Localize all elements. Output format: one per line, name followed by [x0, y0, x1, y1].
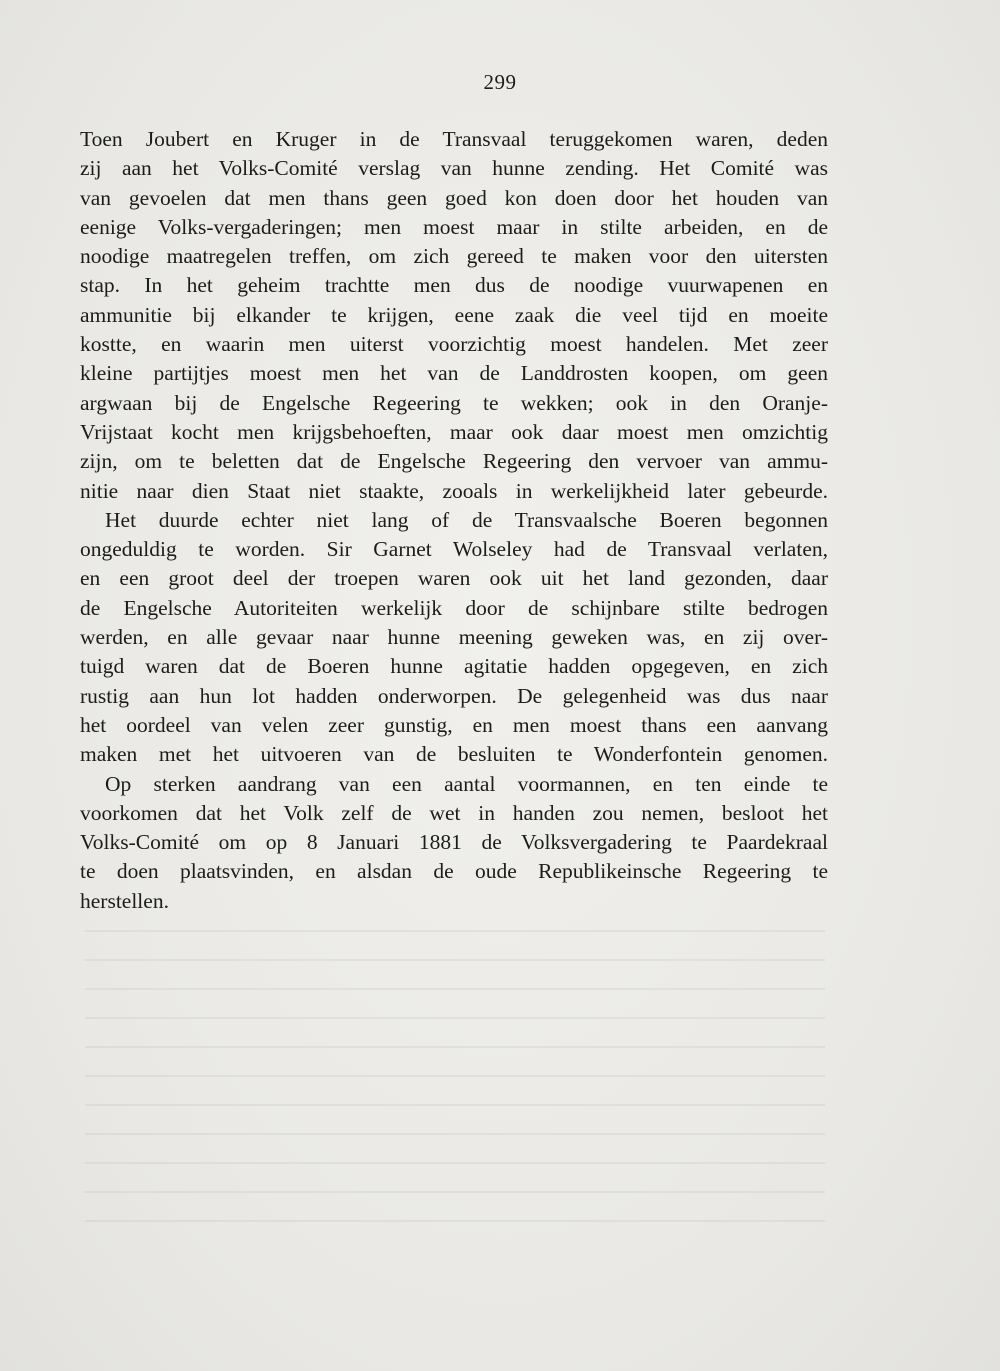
text-line: kostte, en waarin men uiterst voorzichtig moest handelen. Met zeer — [80, 332, 828, 357]
paragraph-3 — [80, 770, 828, 916]
text-line: van gevoelen dat men thans geen goed kon doen door het houden van — [80, 185, 828, 210]
text-line: Toen Joubert en Kruger in de Transvaal teruggekomen waren, deden — [80, 127, 828, 151]
text-line: tuigd waren dat de Boeren hunne agitatie hadden opgegeven, en zich — [80, 654, 828, 679]
text-line: noodige maatregelen treffen, om zich gereed te maken voor den uitersten — [80, 244, 828, 269]
bleed-through-shadow — [85, 930, 825, 1230]
text-line: en een groot deel der troepen waren ook uit het land gezonden, daar — [80, 566, 828, 591]
body-text — [80, 125, 828, 916]
text-line: de Engelsche Autoriteiten werkelijk door de schijnbare stilte bedrogen — [80, 595, 828, 620]
text-line: voorkomen dat het Volk zelf de wet in handen zou nemen, besloot het — [80, 800, 828, 825]
text-line: Het duurde echter niet lang of de Transvaalsche Boeren begonnen — [105, 507, 828, 532]
text-line: Vrijstaat kocht men krijgsbehoeften, maar ook daar moest men omzichtig — [80, 419, 828, 444]
text-line: nitie naar dien Staat niet staakte, zooals in werkelijkheid later gebeurde. — [80, 478, 828, 503]
text-line: rustig aan hun lot hadden onderworpen. De gelegenheid was dus naar — [80, 683, 828, 708]
text-line: zij aan het Volks-Comité verslag van hunne zending. Het Comité was — [80, 156, 828, 181]
text-line: Volks-Comité om op 8 Januari 1881 de Volksvergadering te Paardekraal — [80, 830, 828, 855]
paragraph-1 — [80, 125, 828, 506]
text-line: ongeduldig te worden. Sir Garnet Wolseley had de Transvaal verlaten, — [80, 537, 828, 562]
text-line: maken met het uitvoeren van de besluiten te Wonderfontein genomen. — [80, 742, 828, 767]
text-line: ammunitie bij elkander te krijgen, eene zaak die veel tijd en moeite — [80, 302, 828, 327]
text-line: werden, en alle gevaar naar hunne meening geweken was, en zij over- — [80, 625, 828, 650]
text-line: het oordeel van velen zeer gunstig, en men moest thans een aanvang — [80, 712, 828, 737]
paragraph-2 — [80, 506, 828, 770]
text-line: eenige Volks-vergaderingen; men moest maar in stilte arbeiden, en de — [80, 214, 828, 239]
text-line: argwaan bij de Engelsche Regeering te wekken; ook in den Oranje- — [80, 390, 828, 415]
page-number: 299 — [483, 70, 517, 94]
text-line: te doen plaatsvinden, en alsdan de oude Republikeinsche Regeering te — [80, 859, 828, 884]
text-line: zijn, om te beletten dat de Engelsche Regeering den vervoer van ammu- — [80, 449, 828, 474]
text-line: kleine partijtjes moest men het van de Landdrosten koopen, om geen — [80, 361, 828, 386]
text-line: herstellen. — [80, 888, 169, 913]
text-line: stap. In het geheim trachtte men dus de noodige vuurwapenen en — [80, 273, 828, 298]
text-line: Op sterken aandrang van een aantal voormannen, en ten einde te — [105, 771, 828, 796]
